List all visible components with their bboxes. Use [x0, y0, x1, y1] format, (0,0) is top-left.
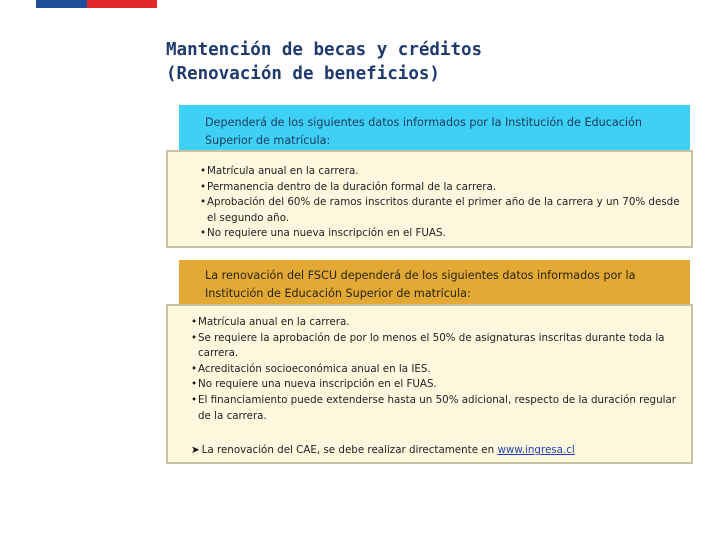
list-item: • No requiere una nueva inscripción en el FUAS.: [200, 226, 681, 242]
becas-requirements-list: [200, 164, 681, 242]
fscu-header: La renovación del FSCU dependerá de los siguientes datos informados por la Institución de Educación Superior de matrícula:: [179, 260, 690, 304]
title-line-2: (Renovación de beneficios): [166, 64, 440, 84]
flag-blue-segment: [36, 0, 87, 8]
list-item: • Permanencia dentro de la duración formal de la carrera.: [200, 180, 681, 196]
arrow-bullet-icon: ➤: [191, 444, 200, 457]
fscu-requirements-list: [191, 315, 681, 424]
becas-header: Dependerá de los siguientes datos informados por la Institución de Educación Superior de matrícula:: [179, 105, 690, 152]
list-item: • El financiamiento puede extenderse hasta un 50% adicional, respecto de la duración regular de la carrera.: [191, 393, 681, 424]
ingresa-link[interactable]: www.ingresa.cl: [497, 444, 575, 457]
list-item: • No requiere una nueva inscripción en el FUAS.: [191, 377, 681, 393]
slide-title: [166, 38, 686, 86]
list-item: • Matrícula anual en la carrera.: [191, 315, 681, 331]
list-item: • Aprobación del 60% de ramos inscritos durante el primer año de la carrera y un 70% desde el segundo año.: [200, 195, 681, 226]
becas-requirements-box: [166, 150, 693, 248]
list-item: • Matrícula anual en la carrera.: [200, 164, 681, 180]
fscu-requirements-box: [166, 304, 693, 464]
list-item: • Acreditación socioeconómica anual en la IES.: [191, 362, 681, 378]
flag-red-segment: [87, 0, 157, 8]
cae-note-text: La renovación del CAE, se debe realizar directamente en: [201, 444, 495, 457]
flag-stripe: [36, 0, 157, 8]
list-item: • Se requiere la aprobación de por lo menos el 50% de asignaturas inscritas durante toda la carrera.: [191, 331, 681, 362]
title-line-1: Mantención de becas y créditos: [166, 40, 483, 60]
cae-note: [191, 443, 681, 459]
